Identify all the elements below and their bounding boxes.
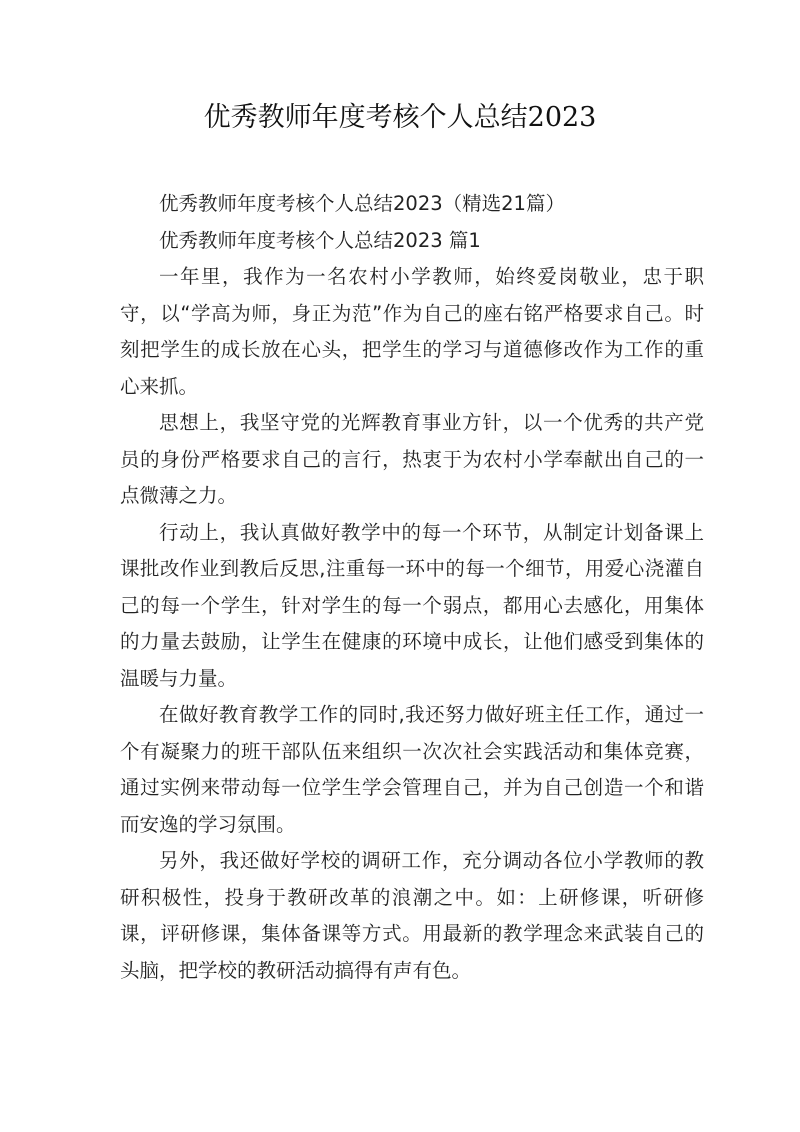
paragraph: 行动上，我认真做好教学中的每一个环节，从制定计划备课上课批改作业到教后反思,注重每一环中的每一个细节，用爱心浇灌自己的每一个学生，针对学生的每一个弱点，都用心去感化，用集体的力量去鼓励，让学生在健康的环境中成长，让他们感受到集体的温暖与力量。 <box>120 520 704 690</box>
paragraph: 在做好教育教学工作的同时,我还努力做好班主任工作，通过一个有凝聚力的班干部队伍来组织一次次社会实践活动和集体竞赛，通过实例来带动每一位学生学会管理自己，并为自己创造一个和谐而安逸的学习氛围。 <box>120 703 704 836</box>
paragraph-section-heading: 优秀教师年度考核个人总结2023 篇1 <box>159 228 481 252</box>
paragraph: 另外，我还做好学校的调研工作，充分调动各位小学教师的教研积极性，投身于教研改革的浪潮之中。如：上研修课，听研修课，评研修课，集体备课等方式。用最新的教学理念来武装自己的头脑，把学校的教研活动搞得有声有色。 <box>120 849 704 982</box>
paragraph: 思想上，我坚守党的光辉教育事业方针，以一个优秀的共产党员的身份严格要求自己的言行，热衷于为农村小学奉献出自己的一点微薄之力。 <box>120 411 704 507</box>
document-body <box>120 186 704 989</box>
paragraph-subtitle: 优秀教师年度考核个人总结2023（精选21篇） <box>159 192 565 215</box>
paragraph: 一年里，我作为一名农村小学教师，始终爱岗敬业，忠于职守，以“学高为师，身正为范”作为自己的座右铭严格要求自己。时刻把学生的成长放在心头，把学生的学习与道德修改作为工作的重心来抓。 <box>120 265 704 398</box>
document-title: 优秀教师年度考核个人总结2023 <box>203 102 597 133</box>
